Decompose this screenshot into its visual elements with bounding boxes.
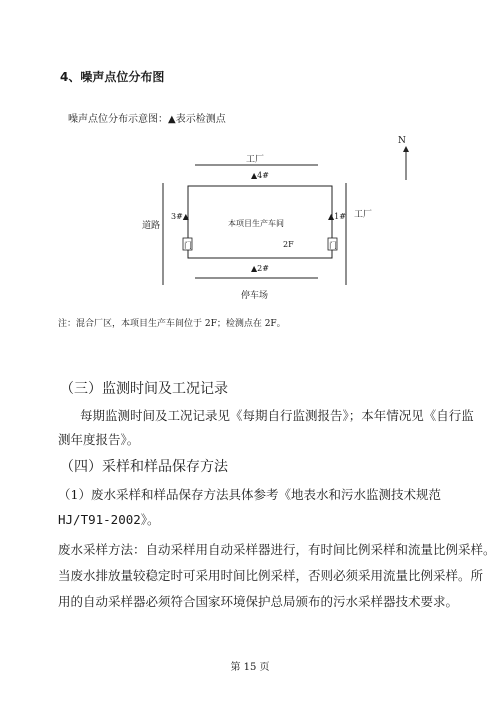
right-factory-label: 工厂 bbox=[354, 210, 373, 220]
north-label: N bbox=[398, 136, 406, 146]
section-4-title: （四）采样和样品保存方法 bbox=[60, 459, 228, 475]
point-4: ▲4# bbox=[251, 171, 269, 180]
road-label: 道路 bbox=[142, 221, 161, 231]
point-3: 3#▲ bbox=[171, 212, 189, 221]
floor-label: 2F bbox=[283, 240, 294, 249]
section-4-line-2: HJ/T91-2002》。 bbox=[58, 512, 160, 527]
top-factory-label: 工厂 bbox=[246, 155, 265, 165]
page-number: 第 15 页 bbox=[230, 662, 270, 673]
section-3-line-2: 测年度报告》。 bbox=[58, 432, 140, 447]
workshop-outline-bottom bbox=[188, 250, 332, 258]
north-arrow-head bbox=[403, 146, 409, 152]
section-4-line-4: 当废水排放量较稳定时可采用时间比例采样，否则必须采用流量比例采样。所 bbox=[58, 568, 484, 583]
section-3-title: （三）监测时间及工况记录 bbox=[60, 381, 228, 397]
section-heading-noise-map: 4、噪声点位分布图 bbox=[60, 70, 165, 84]
section-4-line-3: 废水采样方法：自动采样用自动采样器进行，有时间比例采样和流量比例采样。 bbox=[58, 542, 496, 557]
section-4-line-5: 用的自动采样器必须符合国家环境保护总局颁布的污水采样器技术要求。 bbox=[58, 594, 459, 609]
diagram-caption: 噪声点位分布示意图：▲表示检测点 bbox=[68, 114, 226, 125]
workshop-label: 本项目生产车间 bbox=[228, 219, 284, 228]
parking-label: 停车场 bbox=[241, 291, 269, 301]
gate-left-label: 门 bbox=[184, 241, 192, 250]
point-1: ▲1# bbox=[328, 212, 346, 221]
section-3-line-1: 每期监测时间及工况记录见《每期自行监测报告》；本年情况见《自行监 bbox=[80, 408, 474, 423]
section-4-line-1: （1）废水采样和样品保存方法具体参考《地表水和污水监测技术规范 bbox=[58, 487, 441, 502]
gate-right-label: 门 bbox=[329, 241, 337, 250]
point-2: ▲2# bbox=[251, 264, 269, 273]
workshop-outline-top bbox=[188, 186, 332, 238]
diagram-note: 注：混合厂区，本项目生产车间位于 2F；检测点在 2F。 bbox=[58, 319, 286, 329]
